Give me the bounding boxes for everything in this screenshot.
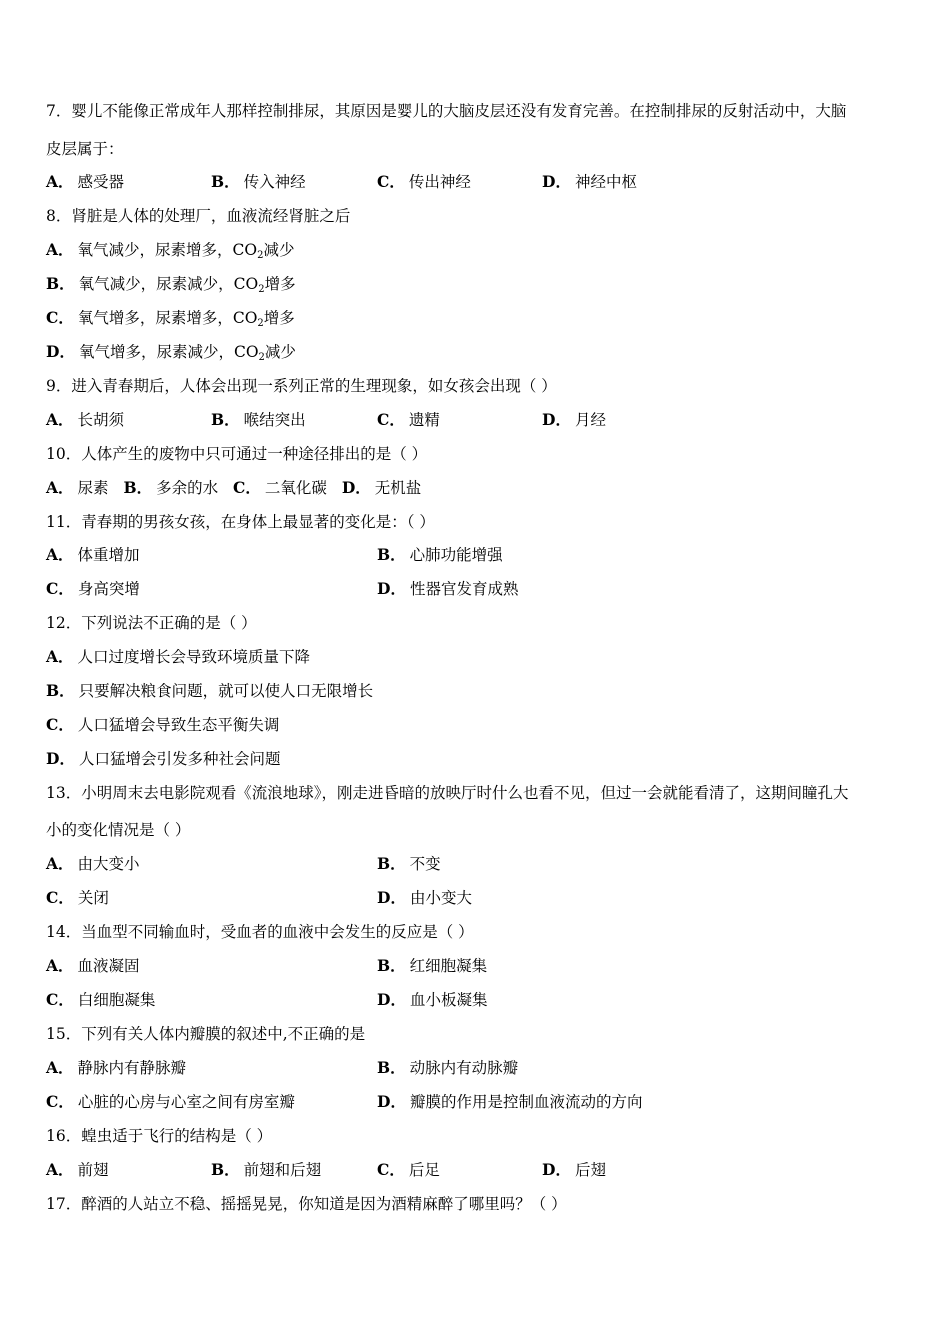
question-13-stem-line-1: 13．小明周末去电影院观看《流浪地球》，刚走进昏暗的放映厅时什么也看不见，但过一会就能看清了，这期间瞳孔大 <box>46 784 849 802</box>
question-15-option-c: C． 心脏的心房与心室之间有房室瓣 <box>46 1092 295 1111</box>
question-17-stem: 17．醉酒的人站立不稳、摇摇晃晃，你知道是因为酒精麻醉了哪里吗？（ ） <box>46 1195 567 1213</box>
question-10-option-c: C． 二氧化碳 <box>233 478 327 497</box>
question-16-option-c: C． 后足 <box>377 1160 440 1179</box>
question-8-option-d: D． 氧气增多，尿素减少，$CO_2$减少 <box>46 342 296 363</box>
question-8-option-c: C． 氧气增多，尿素增多，$CO_2$增多 <box>46 308 295 329</box>
question-15-stem: 15．下列有关人体内瓣膜的叙述中,不正确的是 <box>46 1025 366 1043</box>
question-13-option-a: A． 由大变小 <box>46 854 140 873</box>
question-12-stem: 12．下列说法不正确的是（ ） <box>46 614 257 632</box>
question-8-option-a: A． 氧气减少，尿素增多，$CO_2$减少 <box>46 240 295 261</box>
question-9-option-b: B． 喉结突出 <box>211 410 306 429</box>
question-11-option-b: B． 心肺功能增强 <box>377 545 503 564</box>
question-10-option-a: A． 尿素 <box>46 478 109 497</box>
question-11-option-c: C． 身高突增 <box>46 579 140 598</box>
question-15-option-b: B． 动脉内有动脉瓣 <box>377 1058 519 1077</box>
question-13-option-d: D． 由小变大 <box>377 888 472 907</box>
question-12-option-d: D． 人口猛增会引发多种社会问题 <box>46 749 281 768</box>
question-10-stem: 10．人体产生的废物中只可通过一种途径排出的是（ ） <box>46 445 428 463</box>
question-16-option-d: D． 后翅 <box>542 1160 606 1179</box>
question-14-option-d: D． 血小板凝集 <box>377 990 488 1009</box>
question-15-option-a: A． 静脉内有静脉瓣 <box>46 1058 187 1077</box>
question-10-option-d: D． 无机盐 <box>341 478 422 497</box>
question-12-option-a: A． 人口过度增长会导致环境质量下降 <box>46 647 311 666</box>
question-9-option-c: C． 遗精 <box>377 410 440 429</box>
question-13-stem-line-2: 小的变化情况是（ ） <box>46 821 191 839</box>
question-14-option-a: A． 血液凝固 <box>46 956 140 975</box>
question-14-option-b: B． 红细胞凝集 <box>377 956 488 975</box>
question-7-option-b: B． 传入神经 <box>211 172 306 191</box>
question-12-option-c: C． 人口猛增会导致生态平衡失调 <box>46 715 280 734</box>
question-7-option-c: C． 传出神经 <box>377 172 471 191</box>
question-8-stem: 8．肾脏是人体的处理厂，血液流经肾脏之后 <box>46 207 351 225</box>
question-15-option-d: D． 瓣膜的作用是控制血液流动的方向 <box>377 1092 643 1111</box>
question-11-stem: 11．青春期的男孩女孩，在身体上最显著的变化是：（ ） <box>46 513 435 531</box>
question-8-option-b: B． 氧气减少，尿素减少，$CO_2$增多 <box>46 274 296 295</box>
question-9-option-a: A． 长胡须 <box>46 410 125 429</box>
question-13-option-c: C． 关闭 <box>46 888 109 907</box>
question-11-option-a: A． 体重增加 <box>46 545 140 564</box>
question-14-option-c: C． 白细胞凝集 <box>46 990 156 1009</box>
question-10-option-b: B． 多余的水 <box>123 478 219 497</box>
question-9-option-d: D． 月经 <box>542 410 606 429</box>
question-12-option-b: B． 只要解决粮食问题，就可以使人口无限增长 <box>46 681 374 700</box>
question-7-option-a: A． 感受器 <box>46 172 125 191</box>
question-9-stem: 9．进入青春期后，人体会出现一系列正常的生理现象，如女孩会出现（ ） <box>46 377 557 395</box>
question-7-stem-line-1: 7．婴儿不能像正常成年人那样控制排尿，其原因是婴儿的大脑皮层还没有发育完善。在控制排尿的反射活动中，大脑 <box>46 102 847 120</box>
question-14-stem: 14．当血型不同输血时，受血者的血液中会发生的反应是（ ） <box>46 923 474 941</box>
question-7-option-d: D． 神经中枢 <box>542 172 637 191</box>
question-16-option-b: B． 前翅和后翅 <box>211 1160 322 1179</box>
question-16-option-a: A． 前翅 <box>46 1160 109 1179</box>
question-11-option-d: D． 性器官发育成熟 <box>377 579 519 598</box>
question-10-options <box>46 478 421 498</box>
question-16-stem: 16．蝗虫适于飞行的结构是（ ） <box>46 1127 273 1145</box>
question-7-stem-line-2: 皮层属于： <box>46 140 124 158</box>
question-13-option-b: B． 不变 <box>377 854 441 873</box>
